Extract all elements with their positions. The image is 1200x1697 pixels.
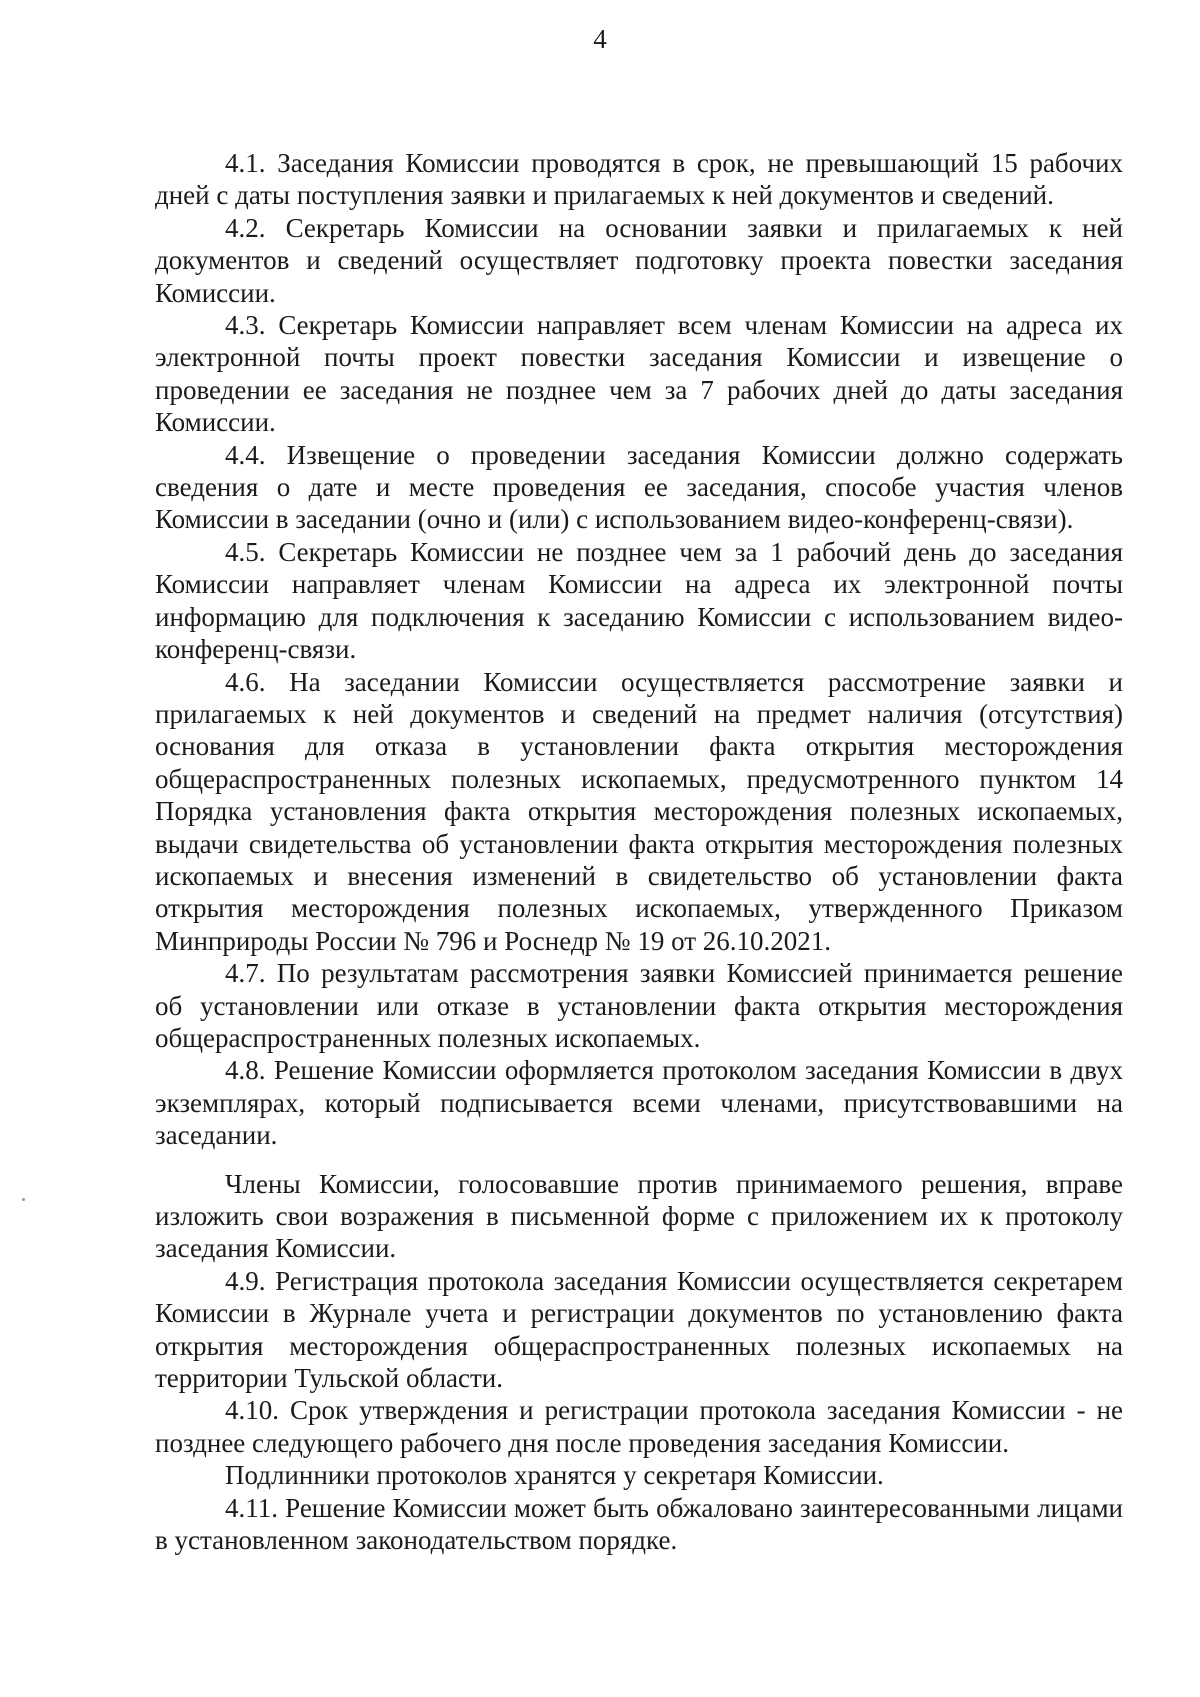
paragraph-4-7: 4.7. По результатам рассмотрения заявки Комиссией принимается решение об установлении или отказе в установлении факта открытия месторождения общераспространенных полезных ископаемых. [155,958,1123,1053]
scan-speck [22,1198,25,1201]
paragraph-4-8-members-objections: Члены Комиссии, голосовавшие против принимаемого решения, вправе изложить свои возражения в письменной форме с приложением их к протоколу заседания Комиссии. [155,1168,1123,1264]
paragraph-4-11: 4.11. Решение Комиссии может быть обжаловано заинтересованными лицами в установленном законодательством порядке. [155,1492,1123,1556]
paragraph-4-10-originals: Подлинники протоколов хранятся у секретаря Комиссии. [225,1460,884,1491]
paragraph-4-6: 4.6. На заседании Комиссии осуществляется рассмотрение заявки и прилагаемых к ней документов и сведений на предмет наличия (отсутствия) основания для отказа в установлении факта открытия месторождения общераспространенных полезных ископаемых, предусмотренного пунктом 14 Порядка установления факта открытия месторождения полезных ископаемых, выдачи свидетельства об установлении факта открытия месторождения полезных ископаемых и внесения изменений в свидетельство об установлении факта открытия месторождения полезных ископаемых, утвержденного Приказом Минприроды России № 796 и Роснедр № 19 от 26.10.2021. [155,666,1123,956]
paragraph-4-2: 4.2. Секретарь Комиссии на основании заявки и прилагаемых к ней документов и сведений осуществляет подготовку проекта повестки заседания Комиссии. [155,212,1123,308]
document-body [155,147,1123,1556]
paragraph-4-8: 4.8. Решение Комиссии оформляется протоколом заседания Комиссии в двух экземплярах, который подписывается всеми членами, присутствовавшими на заседании. [155,1055,1123,1151]
paragraph-4-10: 4.10. Срок утверждения и регистрации протокола заседания Комиссии - не позднее следующего рабочего дня после проведения заседания Комиссии. [155,1395,1123,1458]
paragraph-4-9: 4.9. Регистрация протокола заседания Комиссии осуществляется секретарем Комиссии в Журнале учета и регистрации документов по установлению факта открытия месторождения общераспространенных полезных ископаемых на территории Тульской области. [155,1265,1123,1394]
paragraph-4-3: 4.3. Секретарь Комиссии направляет всем членам Комиссии на адреса их электронной почты проект повестки заседания Комиссии и извещение о проведении ее заседания не позднее чем за 7 рабочих дней до даты заседания Комиссии. [155,310,1123,438]
paragraph-4-1: 4.1. Заседания Комиссии проводятся в срок, не превышающий 15 рабочих дней с даты поступления заявки и прилагаемых к ней документов и сведений. [155,148,1123,211]
page-number: 4 [593,24,607,54]
paragraph-4-5: 4.5. Секретарь Комиссии не позднее чем за 1 рабочий день до заседания Комиссии направляет членам Комиссии на адреса их электронной почты информацию для подключения к заседанию Комиссии с использованием видео-конференц-связи. [155,536,1123,665]
paragraph-4-4: 4.4. Извещение о проведении заседания Комиссии должно содержать сведения о дате и месте проведения ее заседания, способе участия членов Комиссии в заседании (очно и (или) с использованием видео-конференц-связи). [155,439,1123,535]
